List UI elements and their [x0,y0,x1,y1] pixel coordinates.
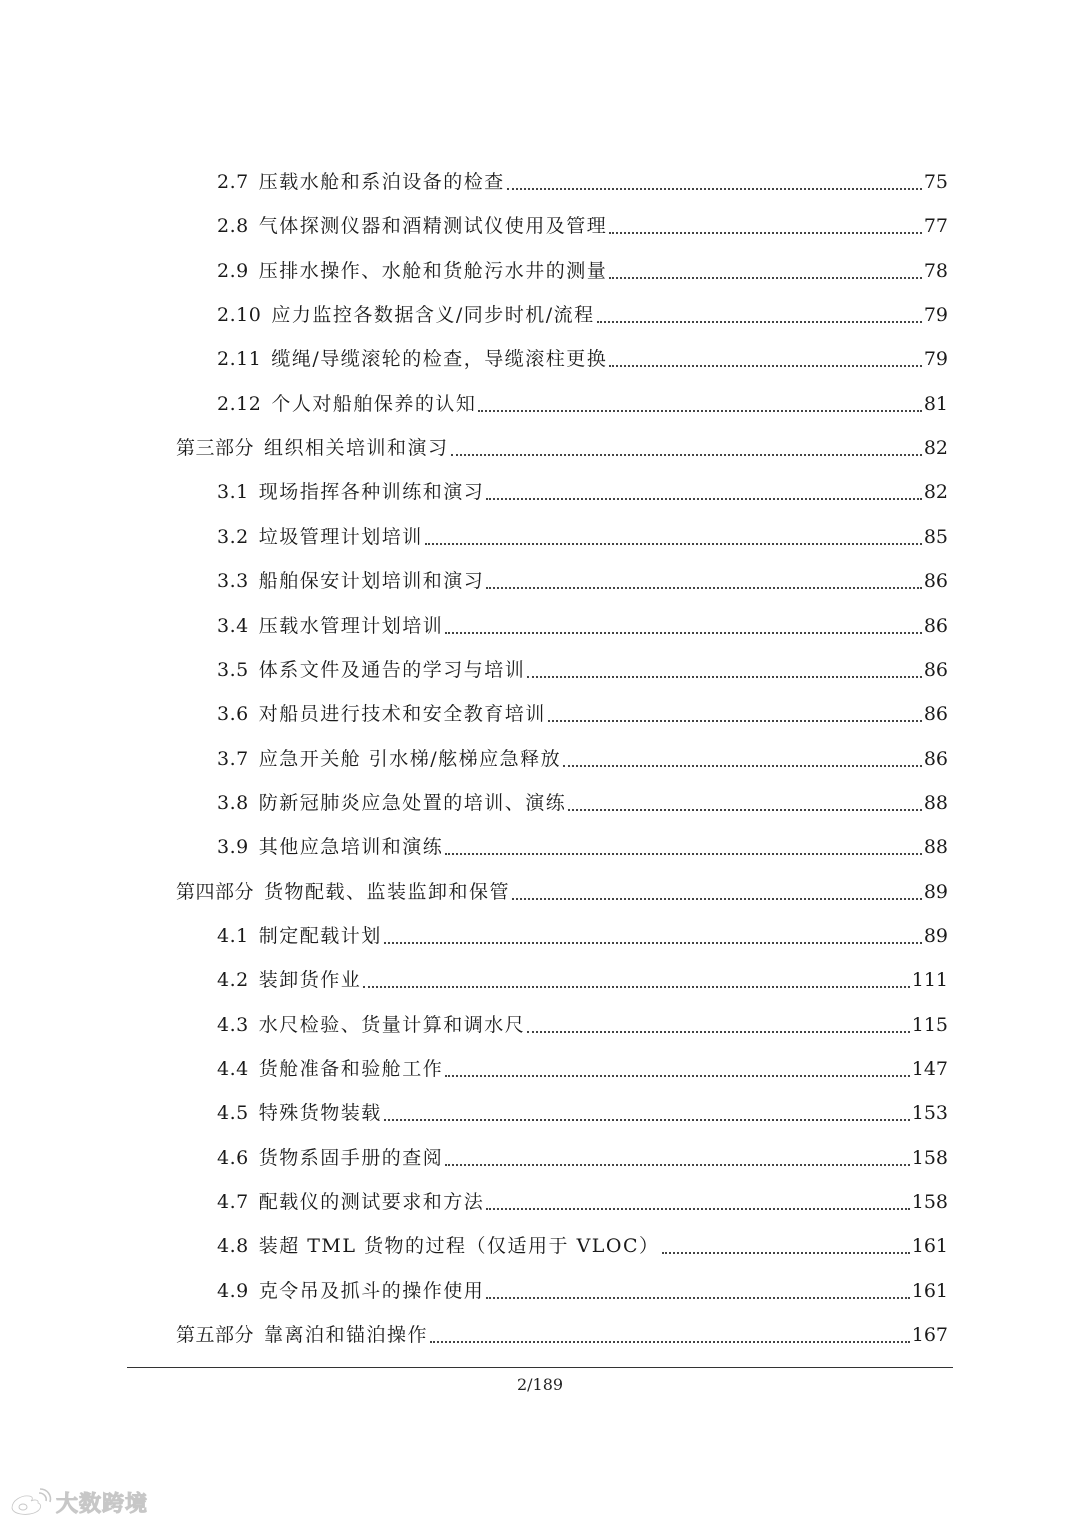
toc-leader-dots [384,1119,910,1121]
toc-entry-number: 3.8 [217,791,249,814]
toc-entry-page: 167 [911,1324,948,1347]
toc-entry-page: 86 [923,703,948,726]
toc-entry [217,515,948,559]
toc-entry [217,1091,948,1135]
toc-leader-dots [609,232,922,234]
toc-entry [217,914,948,958]
toc-entry-page: 147 [911,1058,948,1080]
toc-part-heading [176,870,948,914]
toc-leader-dots [527,676,922,678]
toc-entry-page: 78 [923,259,948,282]
toc-entry-title: 压载水舱和系泊设备的检查 [258,171,505,193]
toc-entry [217,1269,948,1313]
toc-entry [217,958,948,1002]
toc-entry-page: 86 [923,614,948,637]
toc-entry [217,825,948,869]
toc-entry-title: 体系文件及通告的学习与培训 [258,658,526,681]
page-number: 2/189 [516,1375,564,1394]
toc-entry-number: 3.2 [217,525,249,548]
toc-entry-number: 2.8 [217,215,249,238]
toc-entry-title: 对船员进行技术和安全教育培训 [258,703,546,726]
toc-part-heading [176,426,948,470]
toc-entry-page: 115 [911,1013,948,1036]
toc-entry-title: 靠离泊和锚泊操作 [264,1324,429,1347]
toc-entry-title: 其他应急培训和演练 [258,836,444,859]
toc-entry-number: 4.3 [217,1013,249,1036]
toc-leader-dots [486,1297,910,1299]
toc-entry-number: 3.5 [217,658,249,681]
toc-leader-dots [445,1075,910,1077]
toc-leader-dots [563,765,922,767]
toc-entry [217,160,948,204]
toc-entry-title: 应力监控各数据含义/同步时机/流程 [271,304,595,327]
toc-entry-number: 4.4 [217,1058,249,1080]
toc-entry-number: 4.7 [217,1191,249,1214]
toc-entry [217,337,948,381]
toc-entry-number: 2.7 [217,171,249,193]
toc-entry [217,648,948,692]
toc-entry-title: 缆绳/导缆滚轮的检查，导缆滚柱更换 [271,348,608,371]
toc-leader-dots [486,498,922,500]
toc-entry-page: 85 [923,525,948,548]
toc-entry-title: 货物配载、监装监卸和保管 [264,880,511,903]
toc-leader-dots [507,188,922,190]
toc-entry-page: 161 [911,1235,948,1258]
toc-leader-dots [425,543,922,545]
toc-entry-page: 86 [923,570,948,593]
toc-entry-page: 88 [923,836,948,859]
toc-leader-dots [568,809,922,811]
toc-entry [217,204,948,248]
toc-entry-title: 压载水管理计划培训 [258,614,444,637]
toc-leader-dots [445,1164,910,1166]
toc-entry-number: 第四部分 [176,880,255,903]
toc-entry-number: 4.2 [217,969,249,992]
toc-entry-page: 86 [923,658,948,681]
toc-entry [217,470,948,514]
toc-entry [217,293,948,337]
toc-entry-title: 压排水操作、水舱和货舱污水井的测量 [258,259,608,282]
toc-entry-page: 89 [923,880,948,903]
toc-entry [217,604,948,648]
toc-entry-number: 3.6 [217,703,249,726]
toc-entry-page: 158 [911,1191,948,1214]
toc-entry-title: 防新冠肺炎应急处置的培训、演练 [258,791,567,814]
toc-leader-dots [662,1252,910,1254]
toc-entry-title: 船舶保安计划培训和演习 [258,570,485,593]
footer-divider [127,1367,953,1368]
toc-leader-dots [363,986,910,988]
toc-entry-page: 161 [911,1279,948,1302]
toc-leader-dots [430,1341,910,1343]
toc-entry-number: 2.10 [217,304,262,327]
toc-leader-dots [445,632,922,634]
toc-entry-number: 第三部分 [176,437,255,460]
toc-entry-number: 3.9 [217,836,249,859]
toc-entry-title: 垃圾管理计划培训 [258,525,423,548]
toc-entry-title: 制定配载计划 [258,924,382,947]
toc-entry-title: 应急开关舱 引水梯/舷梯应急释放 [258,747,562,770]
toc-entry-title: 装卸货作业 [258,969,362,992]
toc-entry-page: 82 [923,437,948,460]
toc-entry [217,559,948,603]
toc-leader-dots [478,410,921,412]
toc-entry-title: 气体探测仪器和酒精测试仪使用及管理 [258,215,608,238]
toc-entry-number: 3.4 [217,614,249,637]
toc-entry-page: 82 [923,481,948,504]
toc-entry-page: 89 [923,924,948,947]
watermark-text: 大数跨境 [56,1491,149,1517]
toc-entry-page: 79 [923,348,948,371]
toc-entry-page: 81 [923,392,948,415]
toc-entry-number: 4.9 [217,1279,249,1302]
toc-entry-title: 克令吊及抓斗的操作使用 [258,1279,485,1302]
toc-entry-number: 3.3 [217,570,249,593]
toc-entry [217,1136,948,1180]
toc-entry-number: 第五部分 [176,1324,255,1347]
toc-leader-dots [486,587,922,589]
toc-entry-title: 货舱准备和验舱工作 [258,1058,444,1080]
toc-entry-title: 配载仪的测试要求和方法 [258,1191,485,1214]
toc-leader-dots [512,898,922,900]
toc-entry [217,1047,948,1091]
toc-entry-number: 4.8 [217,1235,249,1258]
toc-entry-title: 现场指挥各种训练和演习 [258,481,485,504]
toc-leader-dots [445,853,922,855]
toc-entry [217,737,948,781]
toc-entry-title: 装超 TML 货物的过程（仅适用于 VLOC） [258,1235,660,1258]
watermark [8,1486,148,1518]
toc-entry-page: 86 [923,747,948,770]
toc-entry [217,781,948,825]
toc-entry-page: 79 [923,304,948,327]
toc-leader-dots [384,942,922,944]
toc-entry-number: 4.1 [217,924,249,947]
toc-leader-dots [486,1208,910,1210]
toc-entry [217,692,948,736]
toc-entry-number: 2.9 [217,259,249,282]
toc-entry-title: 组织相关培训和演习 [264,437,449,460]
toc-entry-number: 2.12 [217,392,262,415]
toc-leader-dots [609,365,922,367]
toc-entry-page: 153 [911,1102,948,1125]
toc-leader-dots [609,277,922,279]
toc-entry-page: 111 [911,969,948,992]
toc-entry [217,1003,948,1047]
toc-entry-title: 个人对船舶保养的认知 [271,392,477,415]
toc-leader-dots [527,1031,910,1033]
toc-entry-number: 4.6 [217,1146,249,1169]
toc-entry-number: 3.7 [217,747,249,770]
toc-entry [217,249,948,293]
toc-entry [217,1224,948,1268]
toc-entry-title: 水尺检验、货量计算和调水尺 [258,1013,526,1036]
toc-entry-number: 3.1 [217,481,249,504]
toc-entry [217,1180,948,1224]
toc-leader-dots [451,454,922,456]
toc-entry-page: 77 [923,215,948,238]
toc-entry-page: 88 [923,791,948,814]
toc-entry-page: 75 [923,171,948,193]
weibo-logo-icon [8,1488,54,1516]
toc-entry [217,382,948,426]
toc-entry-title: 货物系固手册的查阅 [258,1146,444,1169]
toc-leader-dots [597,321,922,323]
toc-part-heading [176,1313,948,1357]
toc-entry-number: 4.5 [217,1102,249,1125]
toc-entry-number: 2.11 [217,348,262,371]
toc-entry-page: 158 [911,1146,948,1169]
toc-entry-title: 特殊货物装载 [258,1102,382,1125]
toc-leader-dots [548,720,922,722]
